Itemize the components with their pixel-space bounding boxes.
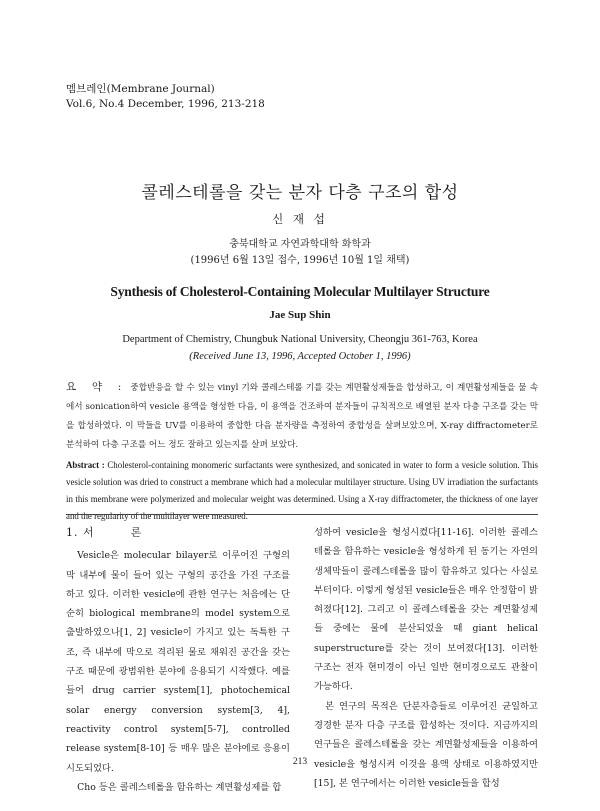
body-column-right — [314, 523, 538, 793]
author-english: Jae Sup Shin — [269, 309, 331, 321]
journal-name: 멤브레인(Membrane Journal) — [66, 83, 215, 95]
paragraph: Vesicle은 molecular bilayer로 이루어진 구형의 막 내부에 물이 들어 있는 구형의 공간을 가진 구조를 하고 있다. 이러한 vesicle에 관한 연구는 처음에는 단순히 biological membrane의 model system으로 출발하였으나[1, 2] vesicle이 가지고 있는 독특한 구조, 즉 내부에 막으로 격리된 물로 채워진 공간을 갖는 구조 때문에 광범위한 분야에 응용되기 시작했다. 예를 들어 drug carrier system[1], photochemical solar energy conversion system[3, 4], reactivity control system[5-7], controlled release system[8-10] 등 매우 많은 분야에로 응용이 시도되었다. — [66, 550, 290, 774]
journal-header — [66, 82, 265, 112]
abstract-english-label: Abstract : — [66, 460, 105, 470]
section-number: 1. 서 — [66, 526, 95, 539]
abstract-korean-text: 중합반응을 할 수 있는 vinyl 기와 콜레스테롤 기를 갖는 계면활성제들을 합성하고, 이 계면활성제들을 물 속에서 sonication하여 vesicle 용액을 형성한 다음, 이 용액을 건조하여 분자들이 규칙적으로 배열된 분자 다층 구조를 갖는 막을 합성하였다. 이 막들을 UV를 이용하여 중합한 다음 분자량을 측정하여 중합성을 살펴보았으며, X-ray diffractometer로 분석하여 다층 구조를 어느 정도 잘하고 있는지를 살펴 보았다. — [66, 383, 538, 450]
affiliation-english-block — [0, 331, 600, 365]
title-korean: 콜레스테롤을 갖는 분자 다층 구조의 합성 — [141, 183, 459, 203]
received-korean: (1996년 6월 13일 접수, 1996년 10월 1일 채택) — [190, 255, 410, 266]
page-number: 213 — [292, 757, 308, 767]
author-korean: 신 재 섭 — [272, 212, 328, 226]
title-english: Synthesis of Cholesterol-Containing Molecular Multilayer Structure — [110, 284, 490, 299]
received-english: (Received June 13, 1996, Accepted October 1, 1996) — [189, 351, 411, 362]
affiliation-english: Department of Chemistry, Chungbuk National University, Cheongju 361-763, Korea — [122, 334, 478, 345]
affiliation-korean-block — [0, 237, 600, 269]
affiliation-korean: 충북대학교 자연과학대학 화학과 — [229, 239, 371, 250]
abstract-english-text: Cholesterol-containing monomeric surfactants were synthesized, and sonicated in water to form a vesicle solution. This vesicle solution was dried to construct a membrane which had a molecular multilayer structure. Using UV irradiation the surfactants in this membrane were polymerized and molecular weight was determined. Using a X-ray diffractometer, the thickness of one layer and the regularity of the multilayer were measured. — [66, 460, 539, 521]
abstract-divider — [66, 514, 538, 515]
section-title: 론 — [130, 526, 143, 539]
abstract-korean — [66, 378, 538, 455]
paragraph: Cho 등은 콜레스테롤을 함유하는 계면활성제를 합 — [77, 781, 282, 793]
journal-issue: Vol.6, No.4 December, 1996, 213-218 — [66, 98, 265, 110]
section-heading-introduction — [66, 523, 290, 542]
paragraph: 성하여 vesicle을 형성시켰다[11-16]. 이러한 콜레스테롤을 함유하는 vesicle을 형성하게 된 동기는 자연의 생체막들이 콜레스테롤을 많이 함유하고 있다는 사실로 부터이다. 이렇게 형성된 vesicle들은 매우 안정함이 밝혀졌다[12]. 그리고 이 콜레스테롤을 갖는 계면활성제들 중에는 물에 분산되었을 때 giant helical superstructure를 갖는 것이 보여졌다[13]. 이러한 구조는 전자 현미경이 아닌 일반 현미경으로도 관찰이 가능하다. — [314, 527, 538, 693]
paragraph: 본 연구의 목적은 단분자층들로 이루어진 균일하고 경경한 분자 다층 구조를 합성하는 것이다. 지금까지의 연구들은 콜레스테롤을 갖는 계면활성제들을 이용하여 vesicle을 형성시켜 이것을 용액 상태로 이용하였지만[15], 본 연구에서는 이러한 vesicle들을 합성 — [314, 700, 538, 789]
abstract-korean-label: 요 약 : — [66, 381, 128, 393]
